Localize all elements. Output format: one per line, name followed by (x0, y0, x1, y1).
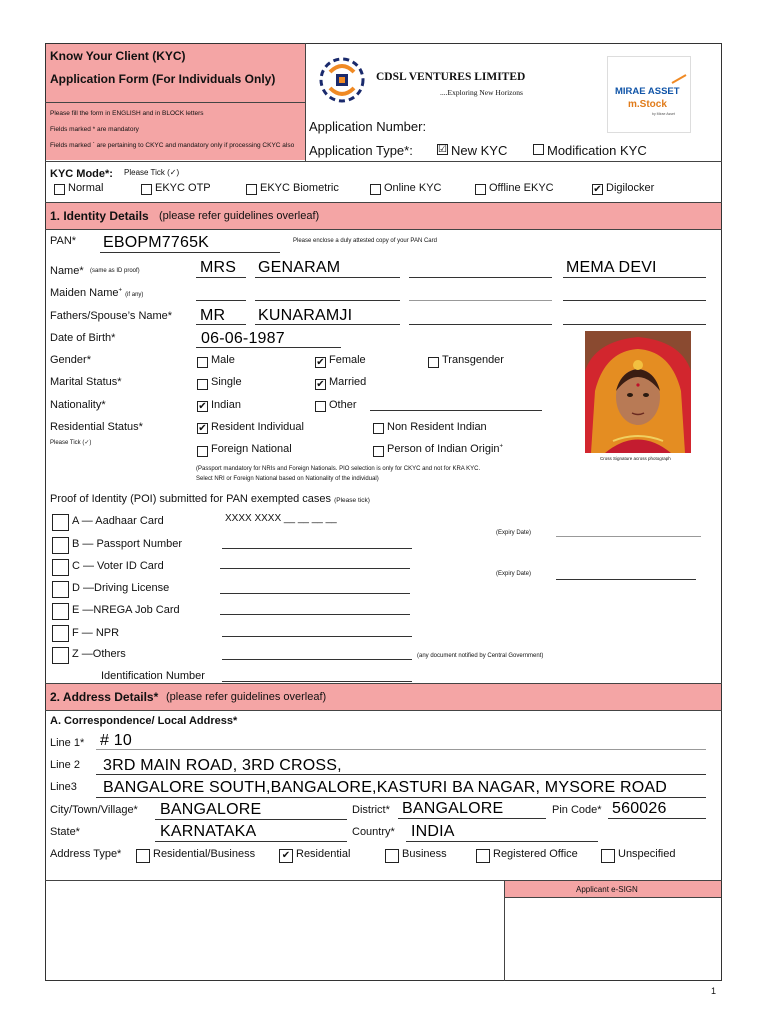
name-prefix[interactable]: MRS (200, 259, 237, 276)
pio-label-text: Person of Indian Origin (387, 443, 500, 455)
gender-male-checkbox[interactable] (197, 357, 208, 368)
father-last-field[interactable] (563, 324, 706, 325)
address-type-business-label: Business (402, 848, 447, 860)
address-type-residential-business-checkbox[interactable] (136, 849, 150, 863)
country-label: Country* (352, 826, 395, 838)
nationality-other-field[interactable] (370, 410, 542, 411)
mstock-tagline: by Mirae Asset (652, 112, 675, 116)
father-name-label: Fathers/Spouse’s Name* (50, 310, 173, 322)
note-ckyc: Fields marked ` are pertaining to CKYC and mandatory only if processing CKYC also (50, 142, 295, 149)
passport-note-2: Select NRI or Foreign National based on Nationality of the individual) (196, 476, 379, 482)
address-type-residential-checkbox[interactable]: ✔ (279, 849, 293, 863)
nationality-indian-label: Indian (211, 399, 241, 411)
address-type-residential-business-label: Residential/Business (153, 848, 256, 860)
modification-kyc-label: Modification KYC (547, 143, 647, 158)
pio-checkbox[interactable] (373, 446, 384, 457)
address-type-registered-office-checkbox[interactable] (476, 849, 490, 863)
line2-value[interactable]: 3RD MAIN ROAD, 3RD CROSS, (103, 757, 342, 774)
kyc-mode-normal-checkbox[interactable] (54, 184, 65, 195)
maiden-last-field[interactable] (563, 300, 706, 301)
underline (155, 819, 347, 820)
aadhaar-mask[interactable]: XXXX XXXX __ __ __ __ (225, 513, 337, 524)
address-type-label: Address Type* (50, 848, 122, 860)
gender-male-label: Male (211, 354, 235, 366)
poi-aadhaar-checkbox[interactable] (52, 514, 69, 531)
poi-voter-checkbox[interactable] (52, 559, 69, 576)
blank-area (46, 881, 504, 980)
pin-code-label: Pin Code* (552, 804, 602, 816)
underline (608, 818, 706, 819)
underline (196, 347, 341, 348)
divider (45, 161, 722, 162)
identification-number-label: Identification Number (101, 670, 205, 682)
header-divider (305, 43, 306, 161)
underline (255, 277, 400, 278)
name-last[interactable]: MEMA DEVI (566, 259, 657, 276)
poi-passport-label: B — Passport Number (72, 538, 183, 550)
passport-note-1: (Passport mandatory for NRIs and Foreign Nationals. PIO selection is only for CKYC and not for KRA KYC. (196, 466, 481, 472)
gender-female-label: Female (329, 354, 366, 366)
poi-aadhaar-label: A — Aadhaar Card (72, 515, 164, 527)
kyc-mode-digilocker-label: Digilocker (606, 182, 655, 194)
voter-field[interactable] (220, 568, 410, 569)
note-mandatory: Fields marked * are mandatory (50, 126, 139, 133)
non-resident-indian-checkbox[interactable] (373, 423, 384, 434)
kyc-mode-offline-ekyc-label: Offline EKYC (489, 182, 554, 194)
name-label: Name* (50, 265, 84, 277)
kyc-mode-ekyc-biometric-checkbox[interactable] (246, 184, 257, 195)
underline (406, 841, 598, 842)
page-number: 1 (711, 986, 717, 996)
underline (398, 818, 546, 819)
section1-subtitle: (please refer guidelines overleaf) (159, 210, 320, 222)
expiry-field-1[interactable] (556, 536, 701, 537)
father-middle-field[interactable] (409, 324, 552, 325)
name-first[interactable]: GENARAM (258, 259, 341, 276)
driving-field[interactable] (220, 593, 410, 594)
residential-status-label: Residential Status* (50, 421, 143, 433)
non-resident-indian-label: Non Resident Indian (387, 421, 487, 433)
poi-others-label: Z —Others (72, 648, 126, 660)
resident-individual-label: Resident Individual (211, 421, 304, 433)
pan-note: Please enclose a duly attested copy of your PAN Card (293, 238, 437, 244)
nationality-label: Nationality* (50, 399, 106, 411)
poi-others-checkbox[interactable] (52, 647, 69, 664)
foreign-national-checkbox[interactable] (197, 446, 208, 457)
mirae-asset-logo-icon (607, 56, 691, 133)
kyc-mode-ekyc-otp-checkbox[interactable] (141, 184, 152, 195)
kyc-mode-ekyc-otp-label: EKYC OTP (155, 182, 211, 194)
underline (155, 841, 347, 842)
poi-nrega-label: E —NREGA Job Card (72, 604, 180, 616)
gender-transgender-label: Transgender (442, 354, 504, 366)
expiry-field-2[interactable] (556, 579, 696, 580)
identification-number-field[interactable] (222, 681, 412, 682)
underline (255, 324, 400, 325)
pan-value[interactable]: EBOPM7765K (103, 234, 210, 251)
new-kyc-label: New KYC (451, 143, 508, 158)
marital-married-label: Married (329, 376, 367, 388)
maiden-name-note: (if any) (125, 292, 144, 298)
poi-tick-note: (Please tick) (334, 497, 370, 504)
divider (45, 229, 722, 230)
poi-driving-label: D —Driving License (72, 582, 170, 594)
marital-single-checkbox[interactable] (197, 379, 208, 390)
poi-npr-checkbox[interactable] (52, 625, 69, 642)
address-type-residential-label: Residential (296, 848, 351, 860)
father-first[interactable]: KUNARAMJI (258, 307, 353, 324)
pin-code-value[interactable]: 560026 (612, 800, 667, 817)
photo-caption: Cross Signature across photograph (600, 456, 671, 461)
new-kyc-checkbox[interactable]: ☑ (438, 144, 447, 155)
maiden-name-label-text: Maiden Name (50, 287, 119, 299)
application-number-label: Application Number: (309, 119, 427, 134)
correspondence-heading: A. Correspondence/ Local Address* (50, 715, 238, 727)
poi-nrega-checkbox[interactable] (52, 603, 69, 620)
marital-single-label: Single (211, 376, 242, 388)
maiden-middle-field[interactable] (409, 300, 552, 301)
father-prefix[interactable]: MR (200, 307, 226, 324)
underline (196, 324, 246, 325)
section2-subtitle: (please refer guidelines overleaf) (166, 691, 327, 703)
district-value[interactable]: BANGALORE (402, 800, 504, 817)
poi-passport-checkbox[interactable] (52, 537, 69, 554)
form-subtitle: Application Form (For Individuals Only) (50, 72, 276, 86)
pan-label: PAN* (50, 235, 77, 247)
line2-label: Line 2 (50, 759, 80, 771)
foreign-national-label: Foreign National (211, 443, 292, 455)
name-note: (same as ID proof) (90, 268, 140, 274)
dob-value[interactable]: 06-06-1987 (201, 330, 285, 347)
esign-label: Applicant e-SIGN (576, 885, 638, 894)
esign-box[interactable] (505, 898, 721, 980)
section2-title: 2. Address Details* (50, 690, 159, 704)
form-title: Know Your Client (KYC) (50, 49, 186, 63)
nationality-other-checkbox[interactable] (315, 401, 326, 412)
mirae-asset-text: MIRAE ASSET (615, 86, 680, 97)
npr-field[interactable] (222, 636, 412, 637)
company-name: CDSL VENTURES LIMITED (376, 71, 526, 83)
nationality-other-label: Other (329, 399, 357, 411)
city-value[interactable]: BANGALORE (160, 801, 262, 818)
gender-transgender-checkbox[interactable] (428, 357, 439, 368)
kyc-mode-digilocker-checkbox[interactable]: ✔ (593, 184, 602, 195)
poi-npr-label: F — NPR (72, 627, 120, 639)
cdsl-logo-icon (316, 54, 368, 106)
line1-value[interactable]: # 10 (100, 732, 132, 749)
company-tagline: ....Exploring New Horizons (440, 88, 523, 97)
header-band-divider (45, 102, 305, 103)
country-value[interactable]: INDIA (411, 823, 455, 840)
line1-label: Line 1* (50, 737, 85, 749)
name-middle-field[interactable] (409, 277, 552, 278)
underline (96, 797, 706, 798)
applicant-photo (585, 331, 691, 453)
poi-label-text: Proof of Identity (POI) submitted for PAN exempted cases (50, 493, 332, 505)
underline (196, 277, 246, 278)
state-value[interactable]: KARNATAKA (160, 823, 257, 840)
marital-label: Marital Status* (50, 376, 122, 388)
line3-value[interactable]: BANGALORE SOUTH,BANGALORE,KASTURI BA NAGAR, MYSORE ROAD (103, 779, 668, 796)
nrega-field[interactable] (220, 614, 410, 615)
underline (96, 749, 706, 750)
maiden-prefix-field[interactable] (196, 300, 246, 301)
divider (45, 710, 722, 711)
kyc-mode-normal-label: Normal (68, 182, 104, 194)
maiden-first-field[interactable] (255, 300, 400, 301)
state-label: State* (50, 826, 80, 838)
underline (96, 774, 706, 775)
maiden-name-label: Maiden Name+ (if any) (50, 287, 144, 299)
kyc-mode-label: KYC Mode*: (50, 168, 113, 180)
application-type-label: Application Type*: (309, 143, 413, 158)
mstock-text: m.Stock (628, 99, 667, 110)
line3-label: Line3 (50, 781, 77, 793)
address-type-unspecified-label: Unspecified (618, 848, 676, 860)
address-type-registered-office-label: Registered Office (493, 848, 578, 860)
others-note: (any document notified by Central Government) (417, 653, 544, 659)
gender-female-checkbox[interactable]: ✔ (316, 357, 325, 368)
section1-title: 1. Identity Details (50, 209, 149, 223)
poi-voter-label: C — Voter ID Card (72, 560, 164, 572)
expiry-label-2: (Expiry Date) (496, 571, 532, 577)
pan-underline (100, 252, 280, 253)
dob-label: Date of Birth* (50, 332, 116, 344)
address-type-unspecified-checkbox[interactable] (601, 849, 615, 863)
others-field[interactable] (222, 659, 412, 660)
city-label: City/Town/Village* (50, 804, 138, 816)
kyc-mode-tick-note: Please Tick (✓) (124, 168, 180, 177)
kyc-mode-online-kyc-checkbox[interactable] (370, 184, 381, 195)
district-label: District* (352, 804, 390, 816)
modification-kyc-checkbox[interactable] (533, 144, 544, 155)
address-type-business-checkbox[interactable] (385, 849, 399, 863)
passport-field[interactable] (222, 548, 412, 549)
residential-tick-note: Please Tick (✓) (50, 440, 92, 446)
gender-label: Gender* (50, 354, 91, 366)
poi-label (50, 493, 370, 505)
resident-individual-checkbox[interactable]: ✔ (198, 423, 207, 434)
note-block-letters: Please fill the form in ENGLISH and in BLOCK letters (50, 110, 204, 117)
pio-label: Person of Indian Origin+ (387, 443, 504, 455)
kyc-mode-offline-ekyc-checkbox[interactable] (475, 184, 486, 195)
kyc-mode-online-kyc-label: Online KYC (384, 182, 442, 194)
kyc-mode-ekyc-biometric-label: EKYC Biometric (260, 182, 339, 194)
underline (563, 277, 706, 278)
marital-married-checkbox[interactable]: ✔ (316, 379, 325, 390)
nationality-indian-checkbox[interactable]: ✔ (198, 401, 207, 412)
poi-driving-checkbox[interactable] (52, 581, 69, 598)
expiry-label-1: (Expiry Date) (496, 530, 532, 536)
